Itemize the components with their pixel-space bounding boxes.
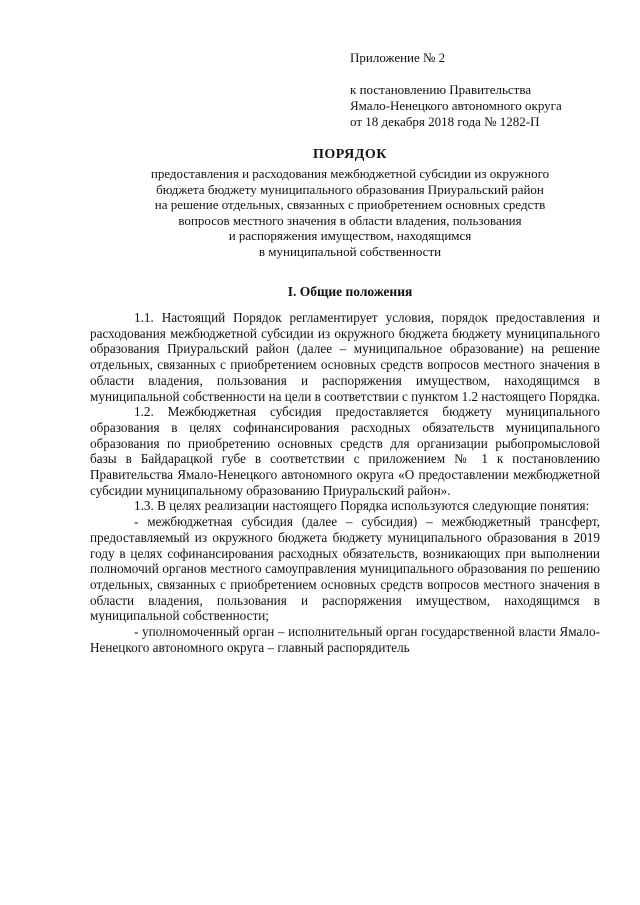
appendix-number: Приложение № 2 [350,50,446,65]
appendix-line: к постановлению Правительства [350,82,532,97]
paragraph: 1.2. Межбюджетная субсидия предоставляется бюджету муниципального образования в целях софинансирования расходных обязательств муниципального образования по приобретению основных средств для организации рыбопромысловой базы в Байдарацкой губе в соответствии с приложением № 1 к постановлению Правительства Ямало-Ненецкого автономного округа «О предоставлении межбюджетной субсидии муниципальному образованию Приуральский район». [90,404,600,498]
document-title: ПОРЯДОК [313,147,387,162]
paragraph: 1.1. Настоящий Порядок регламентирует условия, порядок предоставления и расходования межбюджетной субсидии из окружного бюджета бюджету муниципального образования Приуральский район (далее – муниципальное образование) на решение отдельных, связанных с приобретением основных средств вопросов местного значения в области владения, пользования и распоряжения имуществом, находящимся в муниципальной собственности на цели в соответствии с пунктом 1.2 настоящего Порядка. [90,310,600,404]
paragraph: 1.3. В целях реализации настоящего Порядка используются следующие понятия: [134,498,590,514]
subtitle-line: и распоряжения имуществом, находящимся [228,228,472,243]
subtitle-line: предоставления и расходования межбюджетной субсидии из окружного [150,166,550,181]
section-body [90,310,600,655]
document-subtitle [100,166,600,259]
subtitle-line: вопросов местного значения в области владения, пользования [178,212,522,228]
appendix-line: Ямало-Ненецкого автономного округа [350,98,562,113]
subtitle-line: на решение отдельных, связанных с приобретением основных средств [154,197,546,212]
subtitle-line: бюджета бюджету муниципального образования Приуральский район [156,181,544,197]
appendix-line: от 18 декабря 2018 года № 1282-П [350,114,540,129]
paragraph: - уполномоченный орган – исполнительный орган государственной власти Ямало-Ненецкого автономного округа – главный распорядитель [90,624,600,655]
document-title-block [100,146,600,259]
subtitle-line: в муниципальной собственности [258,243,442,259]
appendix-header [350,50,610,130]
section-heading: I. Общие положения [287,284,413,299]
paragraph: - межбюджетная субсидия (далее – субсидия) – межбюджетный трансферт, предоставляемый из окружного бюджета бюджету муниципального образования в 2019 году в целях софинансирования расходных обязательств, возникающих при выполнении полномочий органов местного самоуправления муниципального образования по решению отдельных, связанных с приобретением основных средств вопросов местного значения в области владения, пользования и распоряжения имуществом, находящимся в муниципальной собственности; [90,514,600,624]
